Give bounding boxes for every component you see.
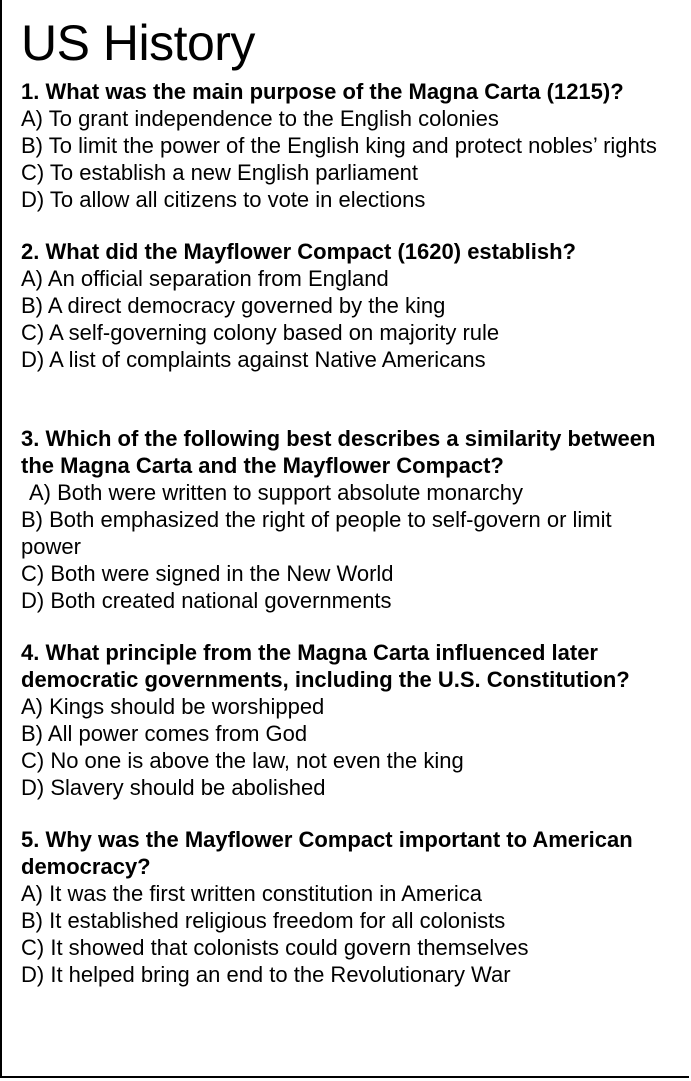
question-4-option-b: B) All power comes from God (21, 721, 308, 746)
question-5-option-d: D) It helped bring an end to the Revolutionary War (21, 962, 511, 987)
question-5 (21, 826, 675, 988)
question-3-option-a: A) Both were written to support absolute monarchy (29, 480, 524, 505)
question-5-text: 5. Why was the Mayflower Compact important to American democracy? (21, 827, 633, 879)
page-title: US History (21, 15, 255, 71)
question-4-text: 4. What principle from the Magna Carta influenced later democratic governments, including the U.S. Constitution? (21, 640, 630, 692)
question-2-option-a: A) An official separation from England (21, 266, 389, 291)
question-3-option-c: C) Both were signed in the New World (21, 561, 394, 586)
spacer (21, 373, 675, 425)
question-1-option-a: A) To grant independence to the English colonies (21, 106, 499, 131)
question-1 (21, 78, 675, 213)
question-2-option-d: D) A list of complaints against Native Americans (21, 347, 486, 372)
question-3-option-d: D) Both created national governments (21, 588, 392, 613)
spacer (21, 213, 675, 238)
question-3-text: 3. Which of the following best describes a similarity between the Magna Carta and the Mayflower Compact? (21, 426, 656, 478)
question-3 (21, 425, 675, 614)
question-5-option-c: C) It showed that colonists could govern themselves (21, 935, 529, 960)
question-4-option-a: A) Kings should be worshipped (21, 694, 325, 719)
question-5-option-b: B) It established religious freedom for all colonists (21, 908, 506, 933)
question-2-option-c: C) A self-governing colony based on majority rule (21, 320, 500, 345)
spacer (21, 801, 675, 826)
question-4-option-c: C) No one is above the law, not even the king (21, 748, 464, 773)
question-3-option-b: B) Both emphasized the right of people to self-govern or limit power (21, 507, 612, 559)
question-2-option-b: B) A direct democracy governed by the king (21, 293, 446, 318)
spacer (21, 614, 675, 639)
question-1-option-b: B) To limit the power of the English king and protect nobles’ rights (21, 133, 657, 158)
question-2-text: 2. What did the Mayflower Compact (1620) establish? (21, 239, 576, 264)
question-1-option-d: D) To allow all citizens to vote in elections (21, 187, 426, 212)
question-4-option-d: D) Slavery should be abolished (21, 775, 326, 800)
question-2 (21, 238, 675, 373)
question-1-text: 1. What was the main purpose of the Magna Carta (1215)? (21, 79, 624, 104)
question-5-option-a: A) It was the first written constitution in America (21, 881, 482, 906)
question-4 (21, 639, 675, 801)
question-1-option-c: C) To establish a new English parliament (21, 160, 419, 185)
